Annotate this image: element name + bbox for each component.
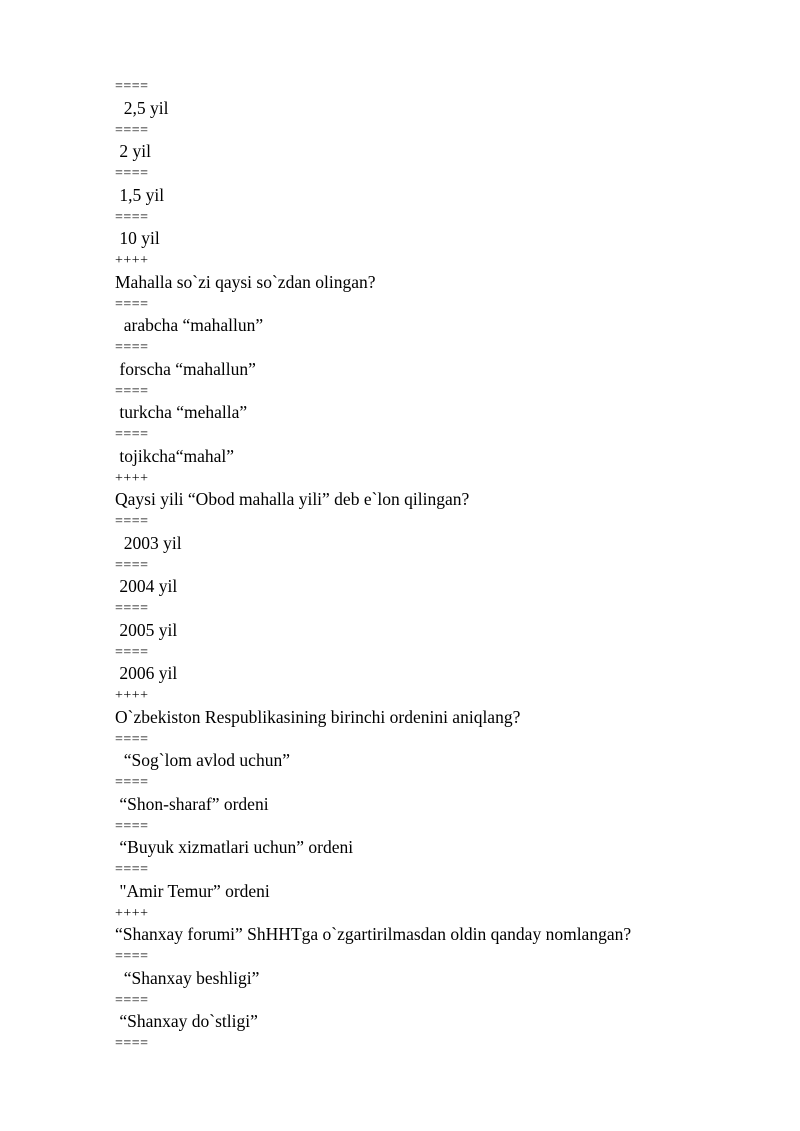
option-separator: ==== bbox=[115, 166, 149, 181]
answer-option: 1,5 yil bbox=[115, 184, 165, 205]
question-separator: ++++ bbox=[115, 253, 149, 268]
option-separator: ==== bbox=[115, 296, 149, 312]
answer-option: 2004 yil bbox=[115, 576, 178, 597]
option-separator: ==== bbox=[115, 818, 149, 834]
question-text: Qaysi yili “Obod mahalla yili” deb e`lon qilingan? bbox=[115, 489, 470, 510]
answer-option: tojikcha“mahal” bbox=[115, 445, 235, 466]
option-separator: ==== bbox=[115, 862, 149, 877]
answer-option: 2003 yil bbox=[115, 532, 182, 553]
question-separator: ++++ bbox=[115, 470, 149, 486]
answer-option: 2 yil bbox=[115, 141, 151, 162]
option-separator: ==== bbox=[115, 949, 149, 964]
answer-option: “Shanxay beshligi” bbox=[115, 967, 260, 988]
question-separator: ++++ bbox=[115, 688, 149, 703]
answer-option: “Buyuk xizmatlari uchun” ordeni bbox=[115, 837, 354, 858]
document-page bbox=[115, 76, 755, 1055]
answer-option: “Shon-sharaf” ordeni bbox=[115, 793, 269, 814]
option-separator: ==== bbox=[115, 79, 149, 94]
answer-option: “Shanxay do`stligi” bbox=[115, 1011, 258, 1032]
answer-option: 2006 yil bbox=[115, 663, 178, 684]
question-text: Mahalla so`zi qaysi so`zdan olingan? bbox=[115, 271, 376, 292]
answer-option: arabcha “mahallun” bbox=[115, 315, 264, 336]
answer-option: "Amir Temur” ordeni bbox=[115, 880, 270, 901]
option-separator: ==== bbox=[115, 992, 149, 1008]
option-separator: ==== bbox=[115, 209, 149, 225]
answer-option: 10 yil bbox=[115, 228, 160, 249]
answer-option: forscha “mahallun” bbox=[115, 358, 256, 379]
question-text: “Shanxay forumi” ShHHTga o`zgartirilmasdan oldin qanday nomlangan? bbox=[115, 924, 632, 945]
option-separator: ==== bbox=[115, 775, 149, 790]
question-separator: ++++ bbox=[115, 905, 149, 921]
answer-option: turkcha “mehalla” bbox=[115, 402, 248, 423]
option-separator: ==== bbox=[115, 601, 149, 616]
option-separator: ==== bbox=[115, 340, 149, 355]
option-separator: ==== bbox=[115, 557, 149, 573]
option-separator: ==== bbox=[115, 122, 149, 138]
option-separator: ==== bbox=[115, 1036, 149, 1051]
option-separator: ==== bbox=[115, 731, 149, 747]
option-separator: ==== bbox=[115, 644, 149, 660]
option-separator: ==== bbox=[115, 383, 149, 399]
answer-option: 2,5 yil bbox=[115, 97, 169, 118]
question-text: O`zbekiston Respublikasining birinchi ordenini aniqlang? bbox=[115, 706, 521, 727]
answer-option: 2005 yil bbox=[115, 619, 178, 640]
option-separator: ==== bbox=[115, 514, 149, 529]
option-separator: ==== bbox=[115, 427, 149, 442]
answer-option: “Sog`lom avlod uchun” bbox=[115, 750, 290, 771]
